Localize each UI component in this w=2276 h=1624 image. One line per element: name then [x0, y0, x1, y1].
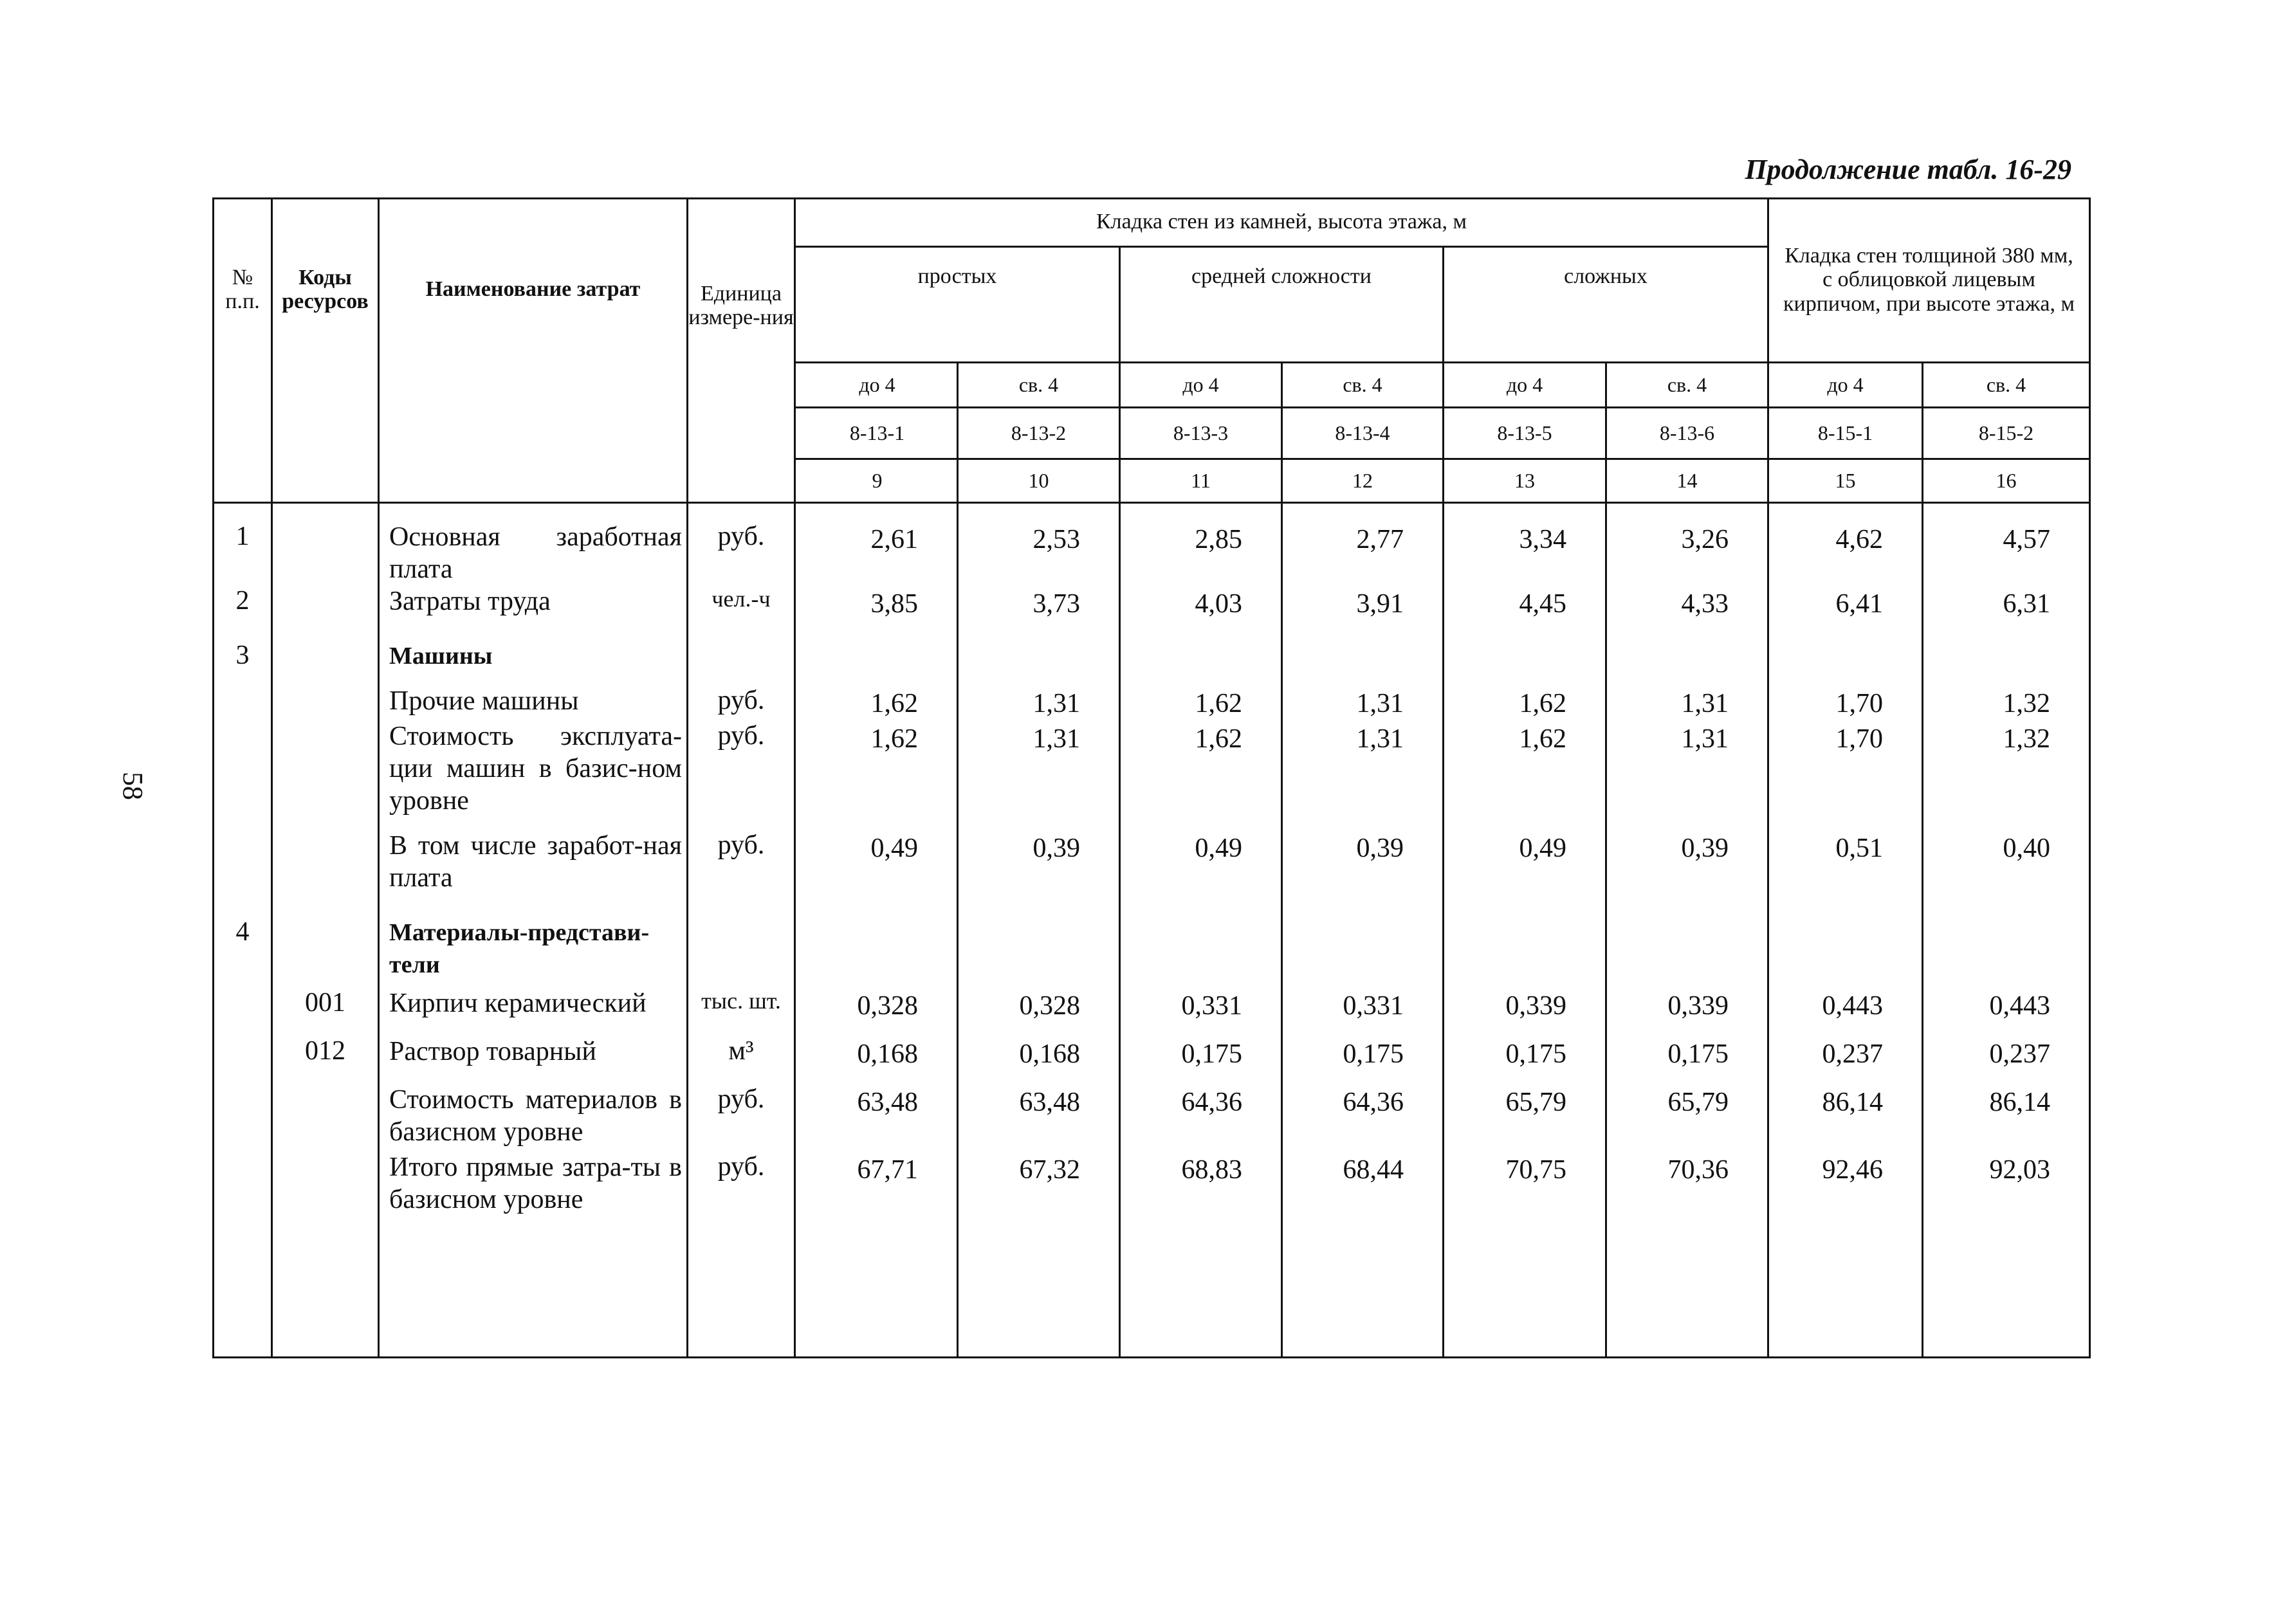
cost-name: Материалы-представи-тели: [389, 919, 650, 978]
value-cell: 1,32: [2003, 689, 2050, 718]
rate-code: 8-15-1: [1817, 421, 1873, 444]
value-cell: 65,79: [1667, 1088, 1729, 1117]
column-number: 9: [872, 468, 883, 492]
cost-name: Затраты труда: [389, 587, 551, 616]
cost-name: Прочие машины: [389, 686, 579, 716]
value-cell: 2,61: [870, 525, 918, 554]
grid-vline: [271, 197, 273, 1358]
value-cell: 0,39: [1356, 834, 1404, 863]
height-label: до 4: [859, 372, 895, 396]
value-cell: 64,36: [1343, 1088, 1404, 1117]
value-cell: 4,62: [1835, 525, 1883, 554]
header-num: № п.п.: [225, 265, 260, 313]
value-cell: 1,31: [1032, 724, 1080, 754]
header-unit: Единица измере-ния: [688, 281, 794, 329]
value-cell: 0,339: [1505, 991, 1566, 1021]
value-cell: 0,443: [1989, 991, 2050, 1021]
value-cell: 2,85: [1195, 525, 1242, 554]
value-cell: 3,91: [1356, 589, 1404, 619]
rate-code: 8-15-2: [1978, 421, 2034, 444]
value-cell: 0,49: [1519, 834, 1566, 863]
value-cell: 4,57: [2003, 525, 2050, 554]
header-codes: Коды ресурсов: [282, 265, 369, 313]
page-number: 58: [117, 772, 149, 800]
value-cell: 6,41: [1835, 589, 1883, 619]
continuation-note: Продолжение табл. 16-29: [1745, 154, 2071, 185]
value-cell: 1,62: [870, 724, 918, 754]
unit: руб.: [717, 830, 765, 860]
value-cell: 0,175: [1505, 1039, 1566, 1069]
value-cell: 1,31: [1681, 724, 1729, 754]
column-number: 11: [1191, 468, 1211, 492]
value-cell: 0,237: [1989, 1039, 2050, 1069]
column-number: 14: [1676, 468, 1698, 492]
value-cell: 4,03: [1195, 589, 1242, 619]
value-cell: 3,73: [1032, 589, 1080, 619]
cost-name: Основная заработная плата: [389, 522, 682, 584]
value-cell: 1,62: [1519, 724, 1566, 754]
value-cell: 3,26: [1681, 525, 1729, 554]
value-cell: 1,62: [1519, 689, 1566, 718]
value-cell: 68,83: [1181, 1155, 1242, 1185]
value-cell: 63,48: [857, 1088, 918, 1117]
value-cell: 1,31: [1356, 689, 1404, 718]
header-face-group: Кладка стен толщиной 380 мм, с облицовкой лицевым кирпичом, при высоте этажа, м: [1783, 243, 2075, 316]
header-stone-group: Кладка стен из камней, высота этажа, м: [1096, 210, 1467, 234]
rate-code: 8-13-5: [1497, 421, 1552, 444]
unit: руб.: [717, 721, 765, 751]
value-cell: 0,175: [1181, 1039, 1242, 1069]
grid-vline: [686, 197, 688, 1358]
height-label: до 4: [1506, 372, 1543, 396]
value-cell: 0,443: [1822, 991, 1883, 1021]
value-cell: 0,168: [857, 1039, 918, 1069]
cost-name: Кирпич керамический: [389, 989, 647, 1018]
value-cell: 2,53: [1032, 525, 1080, 554]
height-label: св. 4: [1018, 372, 1059, 396]
value-cell: 3,85: [870, 589, 918, 619]
value-cell: 0,331: [1181, 991, 1242, 1021]
value-cell: 0,39: [1681, 834, 1729, 863]
unit: тыс. шт.: [701, 988, 781, 1014]
value-cell: 67,32: [1019, 1155, 1080, 1185]
height-label: до 4: [1182, 372, 1219, 396]
value-cell: 2,77: [1356, 525, 1404, 554]
value-cell: 0,339: [1667, 991, 1729, 1021]
value-cell: 0,237: [1822, 1039, 1883, 1069]
cost-name: Стоимость материалов в базисном уровне: [389, 1085, 682, 1147]
column-number: 10: [1028, 468, 1049, 492]
grid-hline: [794, 246, 1767, 248]
unit: м³: [728, 1036, 754, 1066]
cost-name: В том числе заработ-ная плата: [389, 831, 682, 893]
rate-code: 8-13-2: [1011, 421, 1067, 444]
value-cell: 6,31: [2003, 589, 2050, 619]
value-cell: 86,14: [1989, 1088, 2050, 1117]
rate-code: 8-13-4: [1335, 421, 1390, 444]
cost-name: Итого прямые затра-ты в базисном уровне: [389, 1153, 682, 1214]
value-cell: 1,31: [1681, 689, 1729, 718]
header-complex: сложных: [1564, 264, 1647, 289]
header-medium: средней сложности: [1191, 264, 1372, 289]
unit: руб.: [717, 1084, 765, 1114]
value-cell: 0,49: [870, 834, 918, 863]
value-cell: 63,48: [1019, 1088, 1080, 1117]
value-cell: 1,70: [1835, 724, 1883, 754]
unit: чел.-ч: [711, 586, 771, 612]
value-cell: 86,14: [1822, 1088, 1883, 1117]
rate-code: 8-13-3: [1173, 421, 1229, 444]
value-cell: 1,31: [1356, 724, 1404, 754]
value-cell: 70,36: [1667, 1155, 1729, 1185]
header-name: Наименование затрат: [425, 277, 641, 302]
value-cell: 1,62: [1195, 724, 1242, 754]
value-cell: 1,31: [1032, 689, 1080, 718]
value-cell: 4,45: [1519, 589, 1566, 619]
value-cell: 0,175: [1343, 1039, 1404, 1069]
value-cell: 64,36: [1181, 1088, 1242, 1117]
value-cell: 0,168: [1019, 1039, 1080, 1069]
value-cell: 68,44: [1343, 1155, 1404, 1185]
value-cell: 0,328: [857, 991, 918, 1021]
height-label: до 4: [1827, 372, 1864, 396]
value-cell: 1,62: [870, 689, 918, 718]
row-number: 3: [235, 641, 250, 670]
value-cell: 0,49: [1195, 834, 1242, 863]
cost-name: Машины: [389, 643, 493, 670]
value-cell: 0,40: [2003, 834, 2050, 863]
column-number: 12: [1352, 468, 1373, 492]
grid-hline: [212, 502, 2091, 504]
grid-vline: [378, 197, 380, 1358]
value-cell: 0,328: [1019, 991, 1080, 1021]
unit: руб.: [717, 1152, 765, 1182]
unit: руб.: [717, 522, 765, 551]
value-cell: 0,331: [1343, 991, 1404, 1021]
value-cell: 1,32: [2003, 724, 2050, 754]
value-cell: 1,62: [1195, 689, 1242, 718]
value-cell: 65,79: [1505, 1088, 1566, 1117]
rate-code: 8-13-6: [1659, 421, 1715, 444]
column-number: 15: [1835, 468, 1856, 492]
unit: руб.: [717, 686, 765, 715]
column-number: 13: [1514, 468, 1535, 492]
height-label: св. 4: [1343, 372, 1382, 396]
value-cell: 67,71: [857, 1155, 918, 1185]
row-number: 4: [235, 917, 250, 947]
value-cell: 70,75: [1505, 1155, 1566, 1185]
resource-code: 001: [305, 988, 345, 1017]
value-cell: 92,46: [1822, 1155, 1883, 1185]
value-cell: 3,34: [1519, 525, 1566, 554]
cost-name: Раствор товарный: [389, 1037, 596, 1066]
value-cell: 0,39: [1032, 834, 1080, 863]
rate-code: 8-13-1: [849, 421, 905, 444]
value-cell: 0,175: [1667, 1039, 1729, 1069]
row-number: 2: [235, 586, 250, 616]
column-number: 16: [1996, 468, 2017, 492]
height-label: св. 4: [1986, 372, 2026, 396]
value-cell: 4,33: [1681, 589, 1729, 619]
value-cell: 0,51: [1835, 834, 1883, 863]
value-cell: 1,70: [1835, 689, 1883, 718]
row-number: 1: [235, 522, 250, 551]
value-cell: 92,03: [1989, 1155, 2050, 1185]
header-simple: простых: [917, 264, 997, 289]
resource-code: 012: [305, 1036, 345, 1066]
height-label: св. 4: [1667, 372, 1707, 396]
cost-name: Стоимость эксплуата-ции машин в базис-ном уровне: [389, 722, 682, 816]
